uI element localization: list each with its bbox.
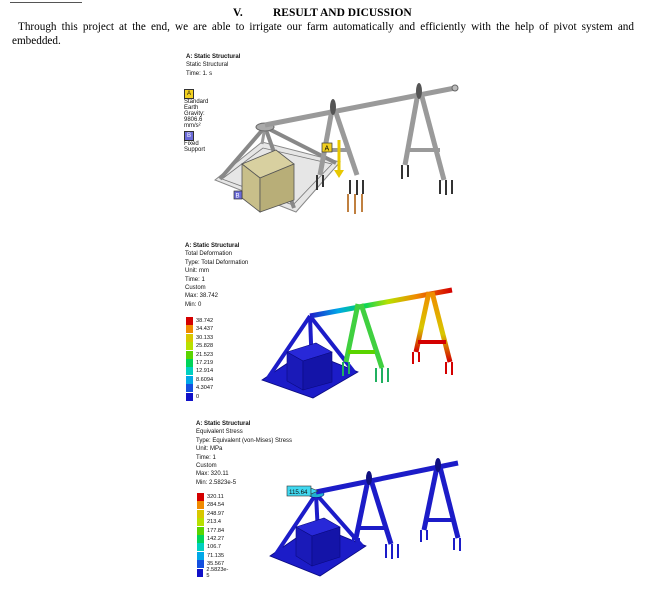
panel3-line-6: Max: 320.11 <box>196 471 229 478</box>
legend-value: 4.3047 <box>196 385 214 392</box>
legend-value: 71.135 <box>207 552 225 559</box>
gravity-key-badge: A <box>184 89 194 99</box>
legend-value: 8.6094 <box>196 376 214 383</box>
legend-value: 25.828 <box>196 343 214 350</box>
legend-value: 177.84 <box>207 527 225 534</box>
panel2-title: A: Static Structural <box>185 243 240 249</box>
legend-value: 30.133 <box>196 334 214 341</box>
panel2-line-3: Unit: mm <box>185 268 209 275</box>
panel2-line-2: Type: Total Deformation <box>185 259 249 266</box>
legend-value: 35.567 <box>207 561 225 568</box>
legend-value: 2.5823e-5 <box>206 566 229 579</box>
probe-label: 115.64 <box>289 489 308 496</box>
marker-a: A <box>324 145 330 153</box>
legend-value: 34.437 <box>196 326 214 333</box>
legend-value: 142.27 <box>207 536 225 542</box>
legend-value: 106.7 <box>207 544 221 551</box>
legend-value: 248.97 <box>207 510 225 517</box>
gravity-label: Standard Earth Gravity: 9806.6 mm/s² <box>184 99 209 129</box>
panel2-line-1: Total Deformation <box>185 251 233 258</box>
legend-value: 284.54 <box>207 502 225 509</box>
fixed-key-badge: B <box>184 131 194 141</box>
panel3-title: A: Static Structural <box>196 421 251 427</box>
legend-value: 12.914 <box>196 368 214 375</box>
legend-value: 17.219 <box>196 360 214 366</box>
panel1-subtitle: Static Structural <box>186 62 229 69</box>
panel3-line-3: Unit: MPa <box>196 446 223 453</box>
panel3-line-1: Equivalent Stress <box>196 429 243 436</box>
panel3-line-5: Custom <box>196 463 217 470</box>
panel2-line-7: Min: 0 <box>185 301 202 308</box>
legend-value: 38.742 <box>196 318 214 324</box>
panel3-line-2: Type: Equivalent (von-Mises) Stress <box>196 437 293 444</box>
panel3-line-4: Time: 1 <box>196 454 216 461</box>
panel3-line-7: Min: 2.5823e-5 <box>196 479 237 486</box>
fixed-support-label: Fixed Support <box>184 141 206 153</box>
panel2-line-4: Time: 1 <box>185 276 205 283</box>
panel2-line-5: Custom <box>185 285 206 292</box>
legend-value: 21.523 <box>196 351 214 358</box>
marker-b: B <box>235 193 240 200</box>
body-paragraph: Through this project at the end, we are able to irrigate our farm automatically and efficiently with the help of pivot system and embedded. <box>12 21 634 47</box>
legend-value: 0 <box>196 393 200 400</box>
legend-value: 320.11 <box>207 494 224 500</box>
panel2-line-6: Max: 38.742 <box>185 293 219 300</box>
legend-value: 213.4 <box>207 519 221 526</box>
panel1-title: A: Static Structural <box>186 54 241 60</box>
section-number: V. <box>233 7 243 19</box>
panel1-time: Time: 1. s <box>186 70 213 77</box>
section-title: RESULT AND DICUSSION <box>273 7 412 19</box>
